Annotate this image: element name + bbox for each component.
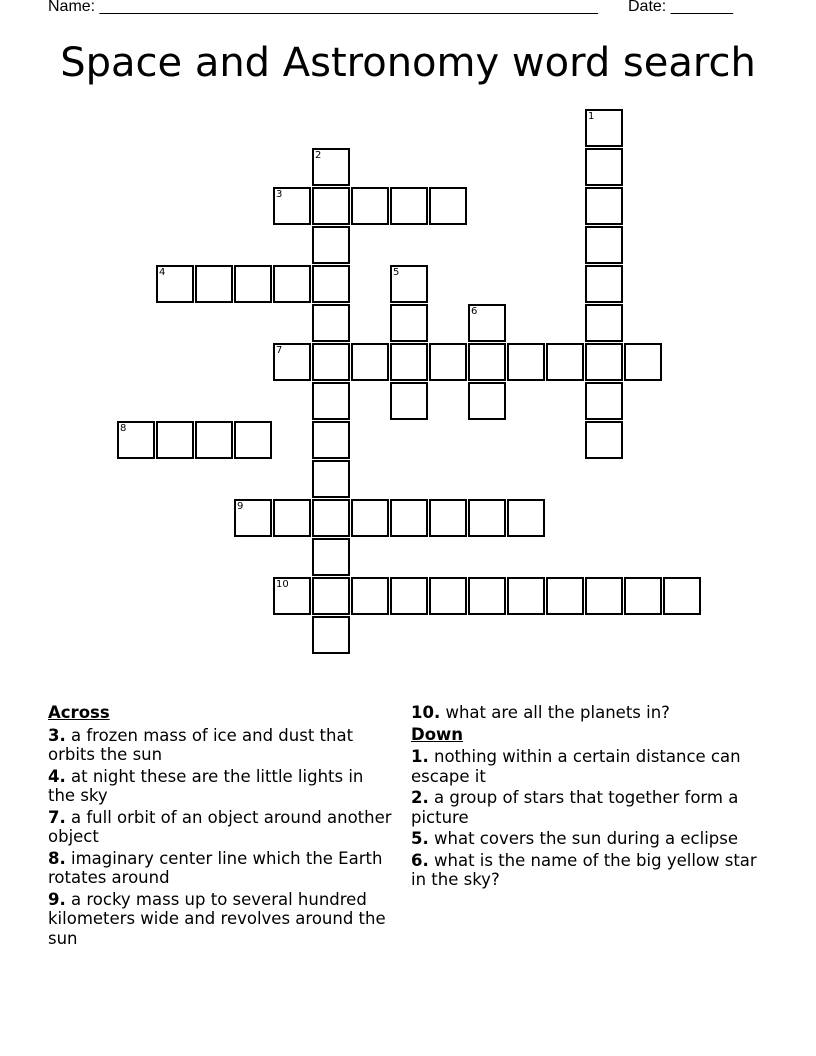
cell-number: 10: [276, 579, 289, 590]
grid-cell[interactable]: [468, 343, 506, 381]
grid-cell[interactable]: [663, 577, 701, 615]
cell-number: 3: [276, 189, 283, 200]
cell-number: 8: [120, 423, 127, 434]
grid-cell[interactable]: [312, 460, 350, 498]
grid-cell[interactable]: [585, 187, 623, 225]
across-heading: Across: [48, 703, 110, 722]
grid-cell[interactable]: [468, 577, 506, 615]
grid-cell[interactable]: [351, 187, 389, 225]
clue-number: 5.: [411, 829, 429, 848]
date-field-label: Date: _______: [628, 0, 733, 15]
grid-cell[interactable]: [312, 382, 350, 420]
down-clues: [411, 703, 771, 892]
clue-text: what are all the planets in?: [445, 703, 670, 722]
grid-cell[interactable]: [390, 382, 428, 420]
across-clue-8: [48, 849, 393, 888]
clue-number: 6.: [411, 850, 429, 870]
cell-number: 1: [588, 111, 595, 122]
grid-cell[interactable]: [507, 499, 545, 537]
grid-cell[interactable]: [312, 226, 350, 264]
grid-cell[interactable]: [312, 538, 350, 576]
grid-cell[interactable]: [234, 499, 272, 537]
clue-text: a rocky mass up to several hundred kilometers wide and revolves around the sun: [48, 889, 386, 948]
grid-cell[interactable]: [585, 577, 623, 615]
across-clue-4: [48, 767, 393, 806]
grid-cell[interactable]: [585, 343, 623, 381]
grid-cell[interactable]: [507, 343, 545, 381]
grid-cell[interactable]: [117, 421, 155, 459]
grid-cell[interactable]: [234, 421, 272, 459]
clue-number: 8.: [48, 848, 66, 868]
across-clue-9: [48, 890, 393, 949]
cell-number: 2: [315, 150, 322, 161]
clue-number: 1.: [411, 747, 429, 766]
clue-number: 10.: [411, 703, 441, 722]
grid-cell[interactable]: [429, 343, 467, 381]
page-title: Space and Astronomy word search: [60, 40, 756, 86]
grid-cell[interactable]: [195, 265, 233, 303]
grid-cell[interactable]: [195, 421, 233, 459]
grid-cell[interactable]: [429, 577, 467, 615]
grid-cell[interactable]: [312, 148, 350, 186]
clue-text: what is the name of the big yellow star in the sky?: [411, 850, 757, 889]
grid-cell[interactable]: [468, 499, 506, 537]
clue-text: what covers the sun during a eclipse: [434, 829, 739, 848]
across-clue-10: [411, 703, 771, 723]
grid-cell[interactable]: [585, 226, 623, 264]
grid-cell[interactable]: [429, 187, 467, 225]
clue-number: 9.: [48, 889, 66, 909]
grid-cell[interactable]: [390, 187, 428, 225]
down-clue-5: [411, 829, 771, 849]
grid-cell[interactable]: [429, 499, 467, 537]
cell-number: 5: [393, 267, 400, 278]
grid-cell[interactable]: [390, 577, 428, 615]
clue-text: nothing within a certain distance can escape it: [411, 747, 741, 786]
grid-cell[interactable]: [468, 382, 506, 420]
grid-cell[interactable]: [390, 265, 428, 303]
grid-cell[interactable]: [624, 343, 662, 381]
grid-cell[interactable]: [585, 265, 623, 303]
grid-cell[interactable]: [585, 148, 623, 186]
clue-number: 7.: [48, 807, 66, 827]
grid-cell[interactable]: [273, 577, 311, 615]
cell-number: 9: [237, 501, 244, 512]
clue-text: imaginary center line which the Earth rotates around: [48, 848, 383, 887]
clue-text: a frozen mass of ice and dust that orbits the sun: [48, 725, 354, 764]
grid-cell[interactable]: [624, 577, 662, 615]
grid-cell[interactable]: [468, 304, 506, 342]
cell-number: 7: [276, 345, 283, 356]
grid-cell[interactable]: [312, 421, 350, 459]
grid-cell[interactable]: [156, 421, 194, 459]
grid-cell[interactable]: [585, 382, 623, 420]
clue-number: 3.: [48, 725, 66, 745]
grid-cell[interactable]: [312, 499, 350, 537]
grid-cell[interactable]: [312, 265, 350, 303]
clue-text: a group of stars that together form a picture: [411, 788, 739, 827]
grid-cell[interactable]: [351, 499, 389, 537]
grid-cell[interactable]: [273, 265, 311, 303]
name-field-label: Name: ________________________________________________________: [48, 0, 598, 15]
grid-cell[interactable]: [351, 577, 389, 615]
grid-cell[interactable]: [390, 343, 428, 381]
grid-cell[interactable]: [585, 421, 623, 459]
grid-cell[interactable]: [585, 109, 623, 147]
grid-cell[interactable]: [273, 499, 311, 537]
clue-text: at night these are the little lights in the sky: [48, 766, 364, 805]
clue-number: 2.: [411, 788, 429, 807]
down-clue-6: [411, 851, 771, 890]
grid-cell[interactable]: [156, 265, 194, 303]
across-clue-3: [48, 726, 393, 765]
grid-cell[interactable]: [312, 187, 350, 225]
across-clues: [48, 703, 393, 950]
down-heading: Down: [411, 724, 464, 744]
grid-cell[interactable]: [507, 577, 545, 615]
grid-cell[interactable]: [312, 343, 350, 381]
grid-cell[interactable]: [390, 499, 428, 537]
grid-cell[interactable]: [273, 343, 311, 381]
grid-cell[interactable]: [546, 343, 584, 381]
grid-cell[interactable]: [312, 304, 350, 342]
grid-cell[interactable]: [273, 187, 311, 225]
grid-cell[interactable]: [390, 304, 428, 342]
clue-text: a full orbit of an object around another object: [48, 807, 392, 846]
grid-cell[interactable]: [234, 265, 272, 303]
cell-number: 4: [159, 267, 166, 278]
clue-number: 4.: [48, 766, 66, 786]
grid-cell[interactable]: [546, 577, 584, 615]
grid-cell[interactable]: [312, 616, 350, 654]
cell-number: 6: [471, 306, 478, 317]
down-clue-2: [411, 788, 771, 827]
grid-cell[interactable]: [351, 343, 389, 381]
grid-cell[interactable]: [312, 577, 350, 615]
across-clue-7: [48, 808, 393, 847]
down-clue-1: [411, 747, 771, 786]
grid-cell[interactable]: [585, 304, 623, 342]
